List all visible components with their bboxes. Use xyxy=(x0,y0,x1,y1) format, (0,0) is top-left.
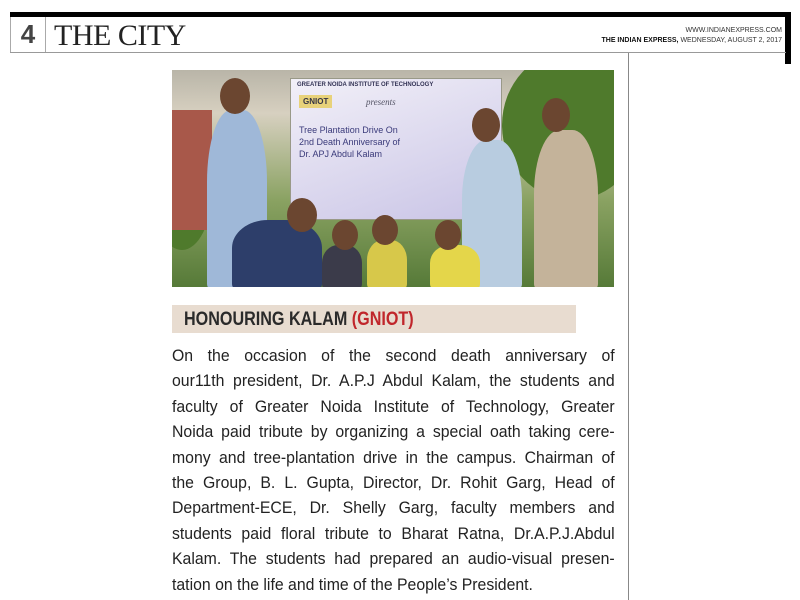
header-divider xyxy=(10,52,786,53)
person-head xyxy=(372,215,398,245)
body-line: the Group, B. L. Gupta, Director, Dr. Rohit Garg, Head of xyxy=(172,473,615,493)
person xyxy=(534,130,598,287)
body-line: Kalam. The students had prepared an audio-visual presen- xyxy=(172,549,615,569)
headline-text: HONOURING KALAM xyxy=(184,309,348,330)
headline-tag: (GNIOT) xyxy=(351,309,414,330)
person xyxy=(322,245,362,287)
body-line: mony and tree-plantation drive in the campus. Chairman of xyxy=(172,447,615,467)
body-line: Department-ECE, Dr. Shelly Garg, faculty members and xyxy=(172,498,615,518)
person-head xyxy=(435,220,461,250)
column-divider xyxy=(628,53,629,600)
gniot-logo: GNIOT xyxy=(299,95,332,108)
masthead-info xyxy=(601,26,782,46)
building-wall xyxy=(172,110,212,230)
issue-date: WEDNESDAY, AUGUST 2, 2017 xyxy=(680,37,782,44)
person-head xyxy=(472,108,500,142)
banner-title: Tree Plantation Drive On 2nd Death Anniversary of Dr. APJ Abdul Kalam xyxy=(299,125,401,159)
article-body xyxy=(172,343,615,597)
article-photo xyxy=(172,70,614,287)
header-corner-rule xyxy=(785,12,791,64)
person-head xyxy=(332,220,358,250)
banner-presents: presents xyxy=(366,97,396,107)
banner-org: GREATER NOIDA INSTITUTE OF TECHNOLOGY xyxy=(297,82,434,88)
body-line: tation on the life and time of the People’s President. xyxy=(172,574,533,594)
body-line: On the occasion of the second death anniversary of xyxy=(172,346,615,365)
paper-name: THE INDIAN EXPRESS, xyxy=(601,37,679,44)
person-head xyxy=(220,78,250,114)
section-title: THE CITY xyxy=(54,19,186,52)
body-line: Noida paid tribute by organizing a special oath taking cere- xyxy=(172,422,615,442)
website: WWW.INDIANEXPRESS.COM xyxy=(685,27,782,34)
body-line: faculty of Greater Noida Institute of Technology, Greater xyxy=(172,396,615,416)
body-line: our11th president, Dr. A.P.J Abdul Kalam, the students and xyxy=(172,371,615,391)
page-number: 4 xyxy=(10,17,46,52)
body-line: students paid floral tribute to Bharat Ratna, Dr.A.P.J.Abdul xyxy=(172,523,615,543)
article-headline xyxy=(172,305,576,333)
person-head xyxy=(542,98,570,132)
person xyxy=(430,245,480,287)
person xyxy=(367,240,407,287)
person-head xyxy=(287,198,317,232)
